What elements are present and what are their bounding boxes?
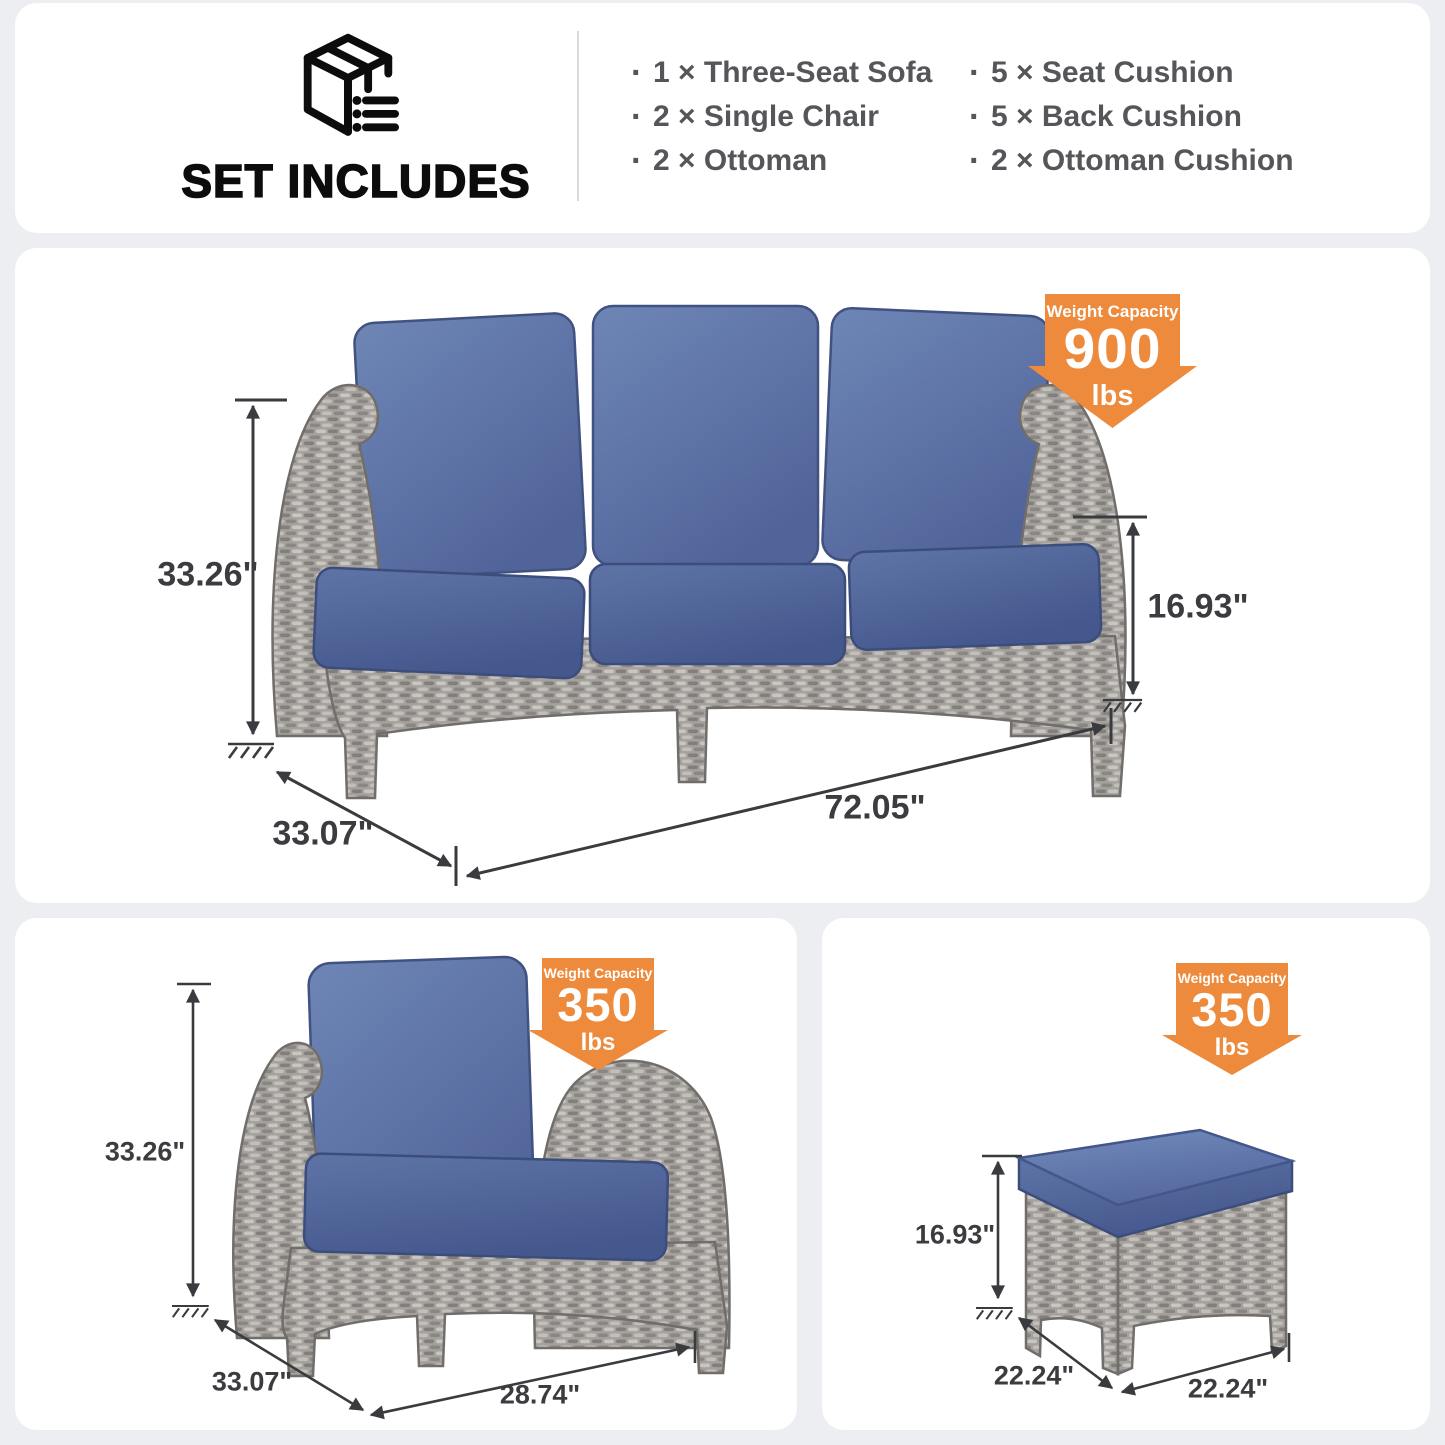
badge-label: Weight Capacity <box>1046 302 1179 321</box>
ottoman-illustration <box>822 918 1430 1430</box>
set-includes-column-2 <box>969 51 1294 183</box>
chair-illustration <box>15 918 797 1430</box>
badge-value: 350 <box>1191 983 1273 1036</box>
badge-label: Weight Capacity <box>1177 970 1287 986</box>
badge-unit: lbs <box>1091 380 1134 412</box>
list-item <box>631 139 932 183</box>
set-includes-title: SET INCLUDES <box>181 155 531 207</box>
sofa-seat-height-dim: 16.93" <box>1147 587 1249 626</box>
sofa-width-dim: 72.05" <box>824 788 926 827</box>
chair-width-dim: 28.74" <box>499 1379 581 1410</box>
bullet-dot: · <box>969 141 981 180</box>
bullet-dot: · <box>631 97 643 136</box>
bullet-dot: · <box>631 53 643 92</box>
badge-value: 350 <box>557 978 639 1031</box>
weight-capacity-badge <box>528 958 668 1070</box>
bullet-dot: · <box>631 141 643 180</box>
badge-label: Weight Capacity <box>543 965 653 981</box>
chair-height-dim: 33.26" <box>104 1136 186 1167</box>
list-item <box>969 139 1294 183</box>
list-item <box>631 95 932 139</box>
ottoman-width-dim: 22.24" <box>1187 1373 1269 1404</box>
set-includes-column-1 <box>631 51 932 183</box>
list-item-label: 5 × Seat Cushion <box>991 56 1234 89</box>
bullet-dot: · <box>969 53 981 92</box>
sofa-panel <box>15 248 1430 903</box>
set-includes-panel <box>15 3 1430 233</box>
list-item <box>969 95 1294 139</box>
ottoman-panel <box>822 918 1430 1430</box>
vertical-divider <box>577 31 579 201</box>
package-box-icon <box>292 31 404 143</box>
list-item-label: 5 × Back Cushion <box>991 100 1242 133</box>
weight-capacity-badge <box>1028 294 1197 428</box>
weight-capacity-badge <box>1162 963 1302 1075</box>
sofa-depth-dim: 33.07" <box>272 814 374 853</box>
bullet-dot: · <box>969 97 981 136</box>
ottoman-depth-dim: 22.24" <box>993 1360 1075 1391</box>
badge-value: 900 <box>1063 317 1162 381</box>
chair-panel <box>15 918 797 1430</box>
list-item-label: 1 × Three-Seat Sofa <box>653 56 933 89</box>
list-item-label: 2 × Ottoman <box>653 144 828 177</box>
sofa-height-dim: 33.26" <box>157 555 259 594</box>
list-item <box>969 51 1294 95</box>
ottoman-height-dim: 16.93" <box>914 1219 996 1250</box>
badge-unit: lbs <box>580 1029 616 1056</box>
chair-depth-dim: 33.07" <box>211 1366 293 1397</box>
list-item <box>631 51 932 95</box>
list-item-label: 2 × Ottoman Cushion <box>991 144 1294 177</box>
badge-unit: lbs <box>1214 1034 1250 1061</box>
list-item-label: 2 × Single Chair <box>653 100 879 133</box>
